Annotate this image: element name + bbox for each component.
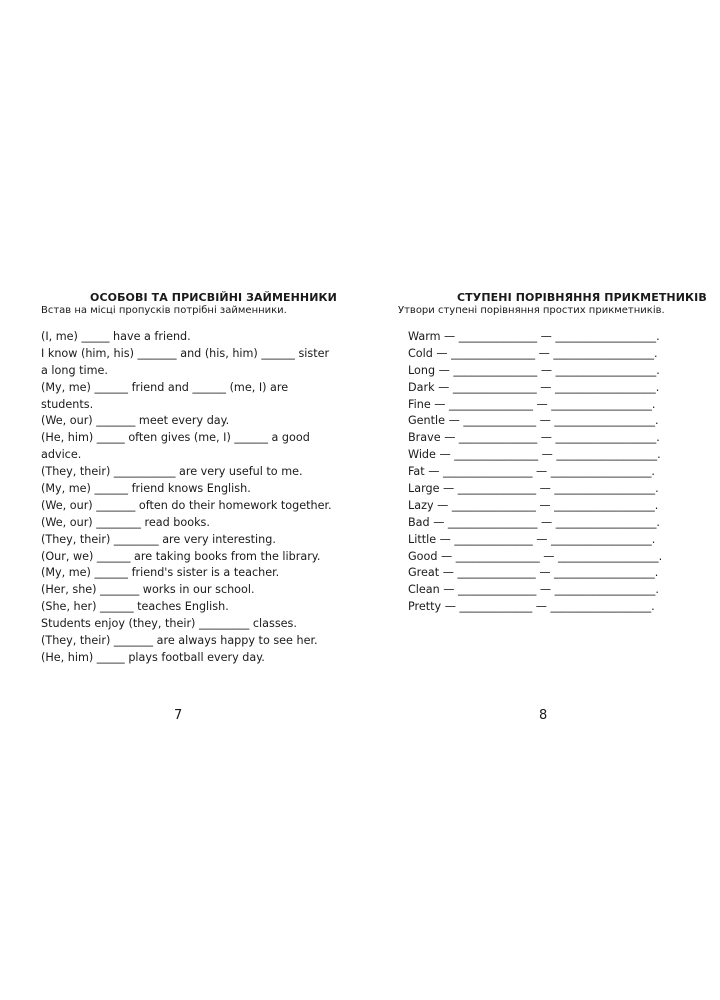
adjective-row: Bad — ________________ — __________________.: [408, 515, 660, 529]
adjective-row: Lazy — _______________ — __________________.: [408, 498, 659, 512]
adjective-row: Dark — _______________ — __________________.: [408, 380, 660, 394]
exercise-line: (He, him) _____ often gives (me, I) ______ a good: [41, 431, 310, 445]
adjective-row: Fine — _______________ — __________________.: [408, 397, 656, 411]
exercise-line: (My, me) ______ friend and ______ (me, I) are: [41, 380, 289, 394]
exercise-line: (I, me) _____ have a friend.: [41, 330, 191, 343]
page-title: ОСОБОВІ ТА ПРИСВІЙНІ ЗАЙМЕННИКИ: [90, 291, 337, 304]
exercise-line: (They, their) ________ are very interesting.: [41, 532, 276, 546]
exercise-line: (We, our) _______ often do their homework together.: [41, 498, 332, 512]
exercise-line: (He, him) _____ plays football every day.: [41, 650, 265, 664]
exercise-line: I know (him, his) _______ and (his, him) ______ sister: [41, 346, 330, 360]
right-page: [360, 0, 720, 1000]
adjective-row: Brave — ______________ — __________________.: [408, 431, 660, 445]
exercise-instruction: Утвори ступені порівняння простих прикметників.: [398, 305, 665, 316]
adjective-row: Long — _______________ — __________________.: [408, 363, 660, 377]
adjective-row: Little — ______________ — __________________.: [408, 532, 656, 546]
exercise-line: (Our, we) ______ are taking books from the library.: [41, 549, 321, 563]
exercise-line: (We, our) ________ read books.: [41, 515, 210, 529]
exercise-line: (They, their) ___________ are very useful to me.: [41, 465, 303, 479]
page-number: 7: [174, 708, 183, 723]
exercise-line: a long time.: [41, 363, 108, 377]
exercise-line: students.: [41, 397, 94, 411]
adjective-row: Wide — _______________ — __________________.: [408, 448, 661, 462]
adjective-row: Gentle — _____________ — __________________.: [408, 414, 659, 428]
exercise-line: advice.: [41, 448, 82, 462]
adjective-row: Cold — _______________ — __________________.: [408, 346, 658, 360]
adjective-row: Fat — ________________ — __________________.: [408, 465, 655, 479]
adjective-row: Good — _______________ — __________________.: [408, 549, 663, 563]
adjective-row: Large — ______________ — __________________.: [408, 482, 659, 496]
adjective-row: Warm — ______________ — __________________.: [408, 330, 660, 343]
exercise-line: Students enjoy (they, their) _________ classes.: [41, 617, 297, 631]
page-number: 8: [539, 708, 548, 723]
adjective-row: Great — ______________ — __________________.: [408, 566, 659, 580]
exercise-line: (She, her) ______ teaches English.: [41, 600, 229, 614]
pronoun-exercise-list: [41, 329, 331, 667]
exercise-line: (My, me) ______ friend knows English.: [41, 482, 251, 496]
exercise-line: (We, our) _______ meet every day.: [41, 414, 230, 428]
exercise-line: (My, me) ______ friend's sister is a teacher.: [41, 566, 280, 580]
adjective-row: Clean — ______________ — __________________.: [408, 583, 659, 597]
adjective-row: Pretty — _____________ — __________________.: [408, 600, 655, 614]
page-title: СТУПЕНІ ПОРІВНЯННЯ ПРИКМЕТНИКІВ: [457, 291, 707, 304]
exercise-instruction: Встав на місці пропусків потрібні займенники.: [41, 305, 287, 316]
exercise-line: (Her, she) _______ works in our school.: [41, 583, 255, 597]
exercise-line: (They, their) _______ are always happy to see her.: [41, 634, 318, 648]
adjective-exercise-list: [408, 329, 698, 616]
